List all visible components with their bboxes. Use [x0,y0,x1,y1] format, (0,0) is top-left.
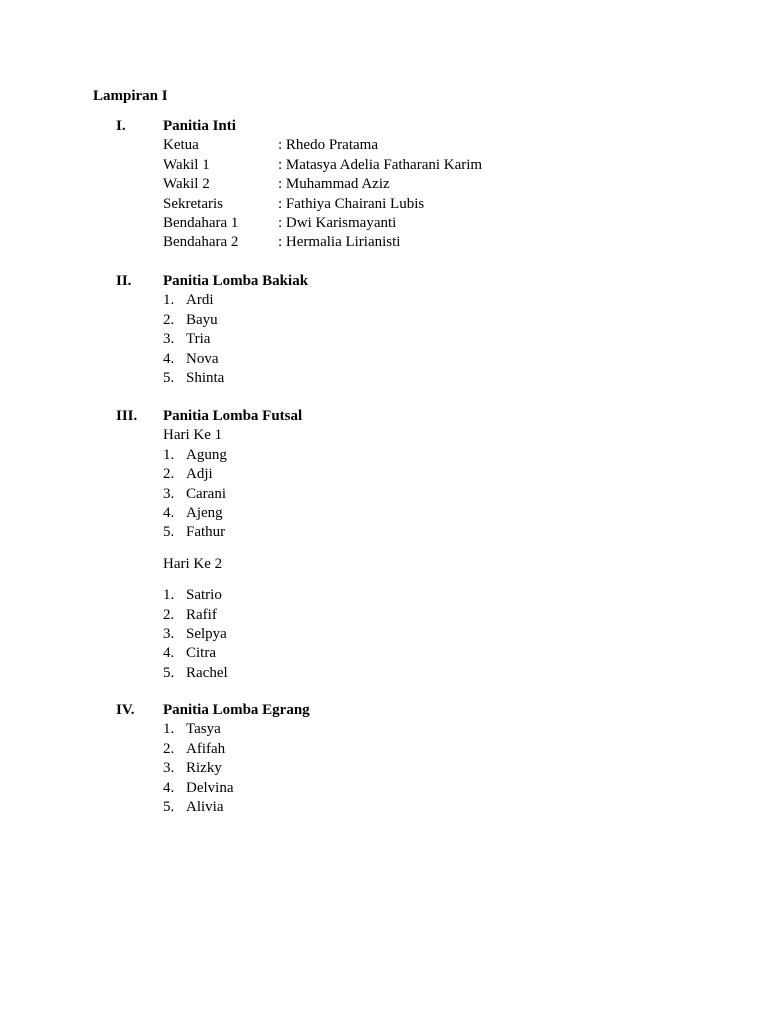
list-item [163,523,723,542]
list-item-name: Nova [186,350,219,367]
list-item [163,485,723,504]
member-name: : Dwi Karismayanti [278,214,397,231]
spacer [163,574,723,586]
list-item-number: 5. [163,798,175,815]
list-item-name: Rizky [186,760,222,777]
list-item-number: 2. [163,606,175,623]
section-heading: Panitia Inti [163,118,236,134]
list-item-number: 4. [163,645,175,662]
list-item [163,606,723,625]
member-row [163,233,723,252]
member-role: Wakil 1 [163,156,210,173]
list-item-number: 3. [163,485,175,502]
list-item [163,350,723,369]
list-item [163,759,723,778]
list-item-number: 3. [163,331,175,348]
list-item-name: Delvina [186,779,234,796]
member-role: Bendahara 2 [163,234,239,251]
list-item-name: Ardi [186,292,214,309]
member-row [163,214,723,233]
member-row [163,175,723,194]
list-item-number: 2. [163,311,175,328]
list-item [163,779,723,798]
section-numeral: I. [116,118,126,134]
list-item-number: 4. [163,779,175,796]
section-content [163,701,723,817]
list-item-number: 4. [163,350,175,367]
section-content [163,407,723,683]
section-content [163,272,723,388]
section-heading: Panitia Lomba Futsal [163,408,303,424]
list-item-number: 1. [163,721,175,738]
list-item-name: Rachel [186,664,228,681]
day-label: Hari Ke 2 [163,555,223,572]
day-label: Hari Ke 1 [163,427,223,444]
section-heading: Panitia Lomba Bakiak [163,273,309,289]
list-item-name: Afifah [186,740,226,757]
list-item [163,311,723,330]
list-item-number: 1. [163,446,175,463]
member-role: Wakil 2 [163,176,210,193]
list-item [163,586,723,605]
list-item-name: Satrio [186,587,222,604]
list-item [163,369,723,388]
section-numeral: II. [116,273,132,289]
section-numeral: III. [116,408,138,424]
list-item-number: 5. [163,524,175,541]
list-item-number: 3. [163,625,175,642]
spacer [163,543,723,555]
list-item-name: Citra [186,645,216,662]
list-item-number: 5. [163,664,175,681]
list-item-number: 3. [163,760,175,777]
member-name: : Muhammad Aziz [278,176,390,193]
list-item-number: 2. [163,740,175,757]
list-item-name: Selpya [186,625,227,642]
page-title: Lampiran I [93,88,168,104]
list-item [163,504,723,523]
list-item-name: Adji [186,466,213,483]
list-item-name: Agung [186,446,227,463]
section-heading: Panitia Lomba Egrang [163,702,310,718]
list-item-name: Rafif [186,606,217,623]
member-row [163,195,723,214]
list-item [163,740,723,759]
list-item [163,330,723,349]
list-item-name: Fathur [186,524,226,541]
member-role: Ketua [163,137,199,154]
member-name: : Rhedo Pratama [278,137,378,154]
list-item-number: 2. [163,466,175,483]
list-item-number: 1. [163,292,175,309]
section-numeral: IV. [116,702,135,718]
list-item-name: Tasya [186,721,221,738]
list-item [163,446,723,465]
member-name: : Hermalia Lirianisti [278,234,401,251]
list-item [163,720,723,739]
member-role: Sekretaris [163,195,223,212]
list-item [163,644,723,663]
member-row [163,156,723,175]
list-item-number: 1. [163,587,175,604]
list-item [163,664,723,683]
list-item-number: 5. [163,369,175,386]
list-item [163,465,723,484]
list-item-name: Carani [186,485,226,502]
list-item [163,291,723,310]
list-item-name: Tria [186,331,211,348]
member-name: : Fathiya Chairani Lubis [278,195,425,212]
member-row [163,136,723,155]
section-content [163,117,723,253]
list-item [163,625,723,644]
list-item-name: Shinta [186,369,225,386]
list-item-name: Bayu [186,311,218,328]
list-item-number: 4. [163,504,175,521]
list-item-name: Alivia [186,798,224,815]
member-name: : Matasya Adelia Fatharani Karim [278,156,483,173]
member-role: Bendahara 1 [163,214,239,231]
list-item [163,798,723,817]
list-item-name: Ajeng [186,504,223,521]
